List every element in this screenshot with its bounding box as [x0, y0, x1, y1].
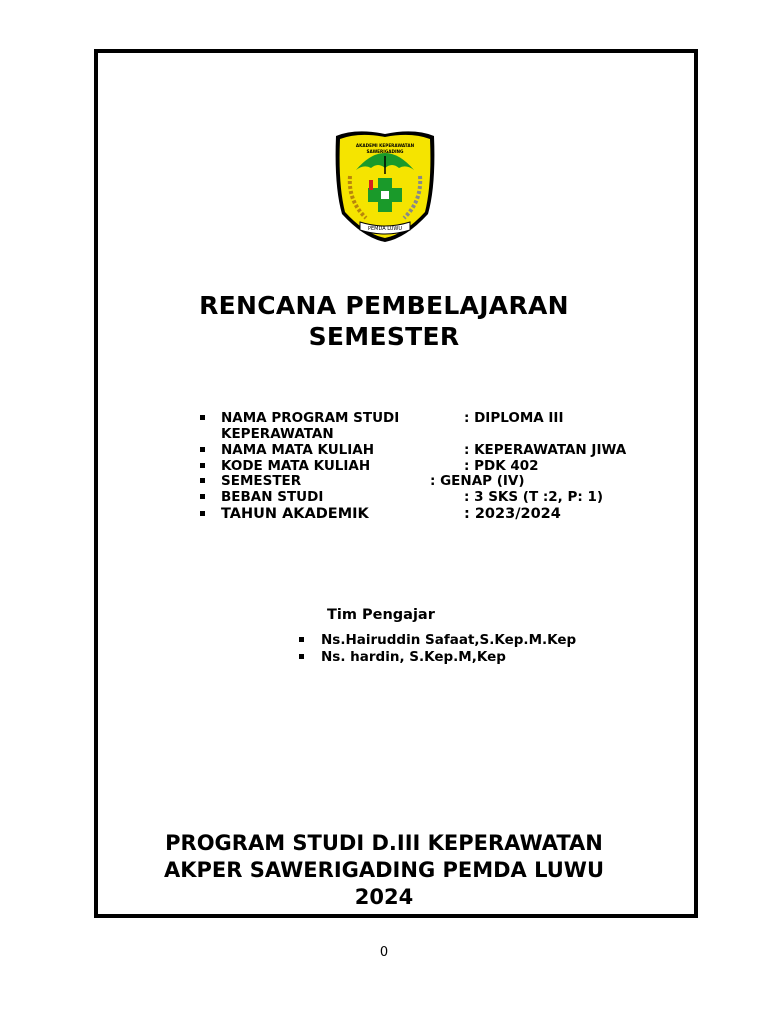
- institution-footer: [120, 830, 648, 911]
- bullet-icon: [299, 637, 304, 642]
- info-row-course-code: [0, 458, 768, 474]
- team-member: [0, 632, 768, 648]
- info-label: TAHUN AKADEMIK: [221, 506, 369, 522]
- info-label: SEMESTER: [221, 473, 302, 489]
- info-value: : GENAP (IV): [430, 473, 525, 489]
- team-member-name: Ns. hardin, S.Kep.M,Kep: [321, 649, 506, 665]
- info-value: : 2023/2024: [464, 506, 561, 522]
- bullet-icon: [200, 511, 205, 516]
- info-row-program: [0, 410, 768, 426]
- logo-arc-text: AKADEMI KEPERAWATAN: [355, 143, 415, 148]
- team-member: [0, 649, 768, 665]
- footer-line-1: PROGRAM STUDI D.III KEPERAWATAN: [165, 831, 603, 855]
- info-label: NAMA PROGRAM STUDI: [221, 410, 400, 426]
- bullet-icon: [200, 494, 205, 499]
- info-row-semester: [0, 473, 768, 489]
- info-row-program-cont: [0, 426, 768, 442]
- footer-line-3: 2024: [354, 885, 414, 909]
- bullet-icon: [299, 654, 304, 659]
- info-label: KODE MATA KULIAH: [221, 458, 371, 474]
- title-line-2: SEMESTER: [308, 322, 460, 351]
- title-line-1: RENCANA PEMBELAJARAN: [199, 291, 569, 320]
- info-value: : PDK 402: [464, 458, 539, 474]
- info-row-course-name: [0, 442, 768, 458]
- bullet-icon: [200, 463, 205, 468]
- team-member-name: Ns.Hairuddin Safaat,S.Kep.M.Kep: [321, 632, 577, 648]
- footer-line-2: AKPER SAWERIGADING PEMDA LUWU: [163, 858, 605, 882]
- logo-ribbon-text: PEMDA LUWU: [367, 226, 403, 232]
- info-label: BEBAN STUDI: [221, 489, 324, 505]
- info-value: : 3 SKS (T :2, P: 1): [464, 489, 604, 505]
- info-label: KEPERAWATAN: [221, 426, 334, 442]
- info-label: NAMA MATA KULIAH: [221, 442, 375, 458]
- page-number: 0: [379, 945, 389, 960]
- info-value: : DIPLOMA III: [464, 410, 564, 426]
- bullet-icon: [200, 415, 205, 420]
- document-title: [150, 290, 618, 352]
- logo-arc-text-2: SAWERIGADING: [366, 149, 404, 154]
- bullet-icon: [200, 447, 205, 452]
- info-row-academic-year: [0, 506, 768, 522]
- bullet-icon: [200, 478, 205, 483]
- team-heading: Tim Pengajar: [327, 607, 435, 623]
- info-value: : KEPERAWATAN JIWA: [464, 442, 627, 458]
- institution-logo: [326, 126, 444, 244]
- info-row-credits: [0, 489, 768, 505]
